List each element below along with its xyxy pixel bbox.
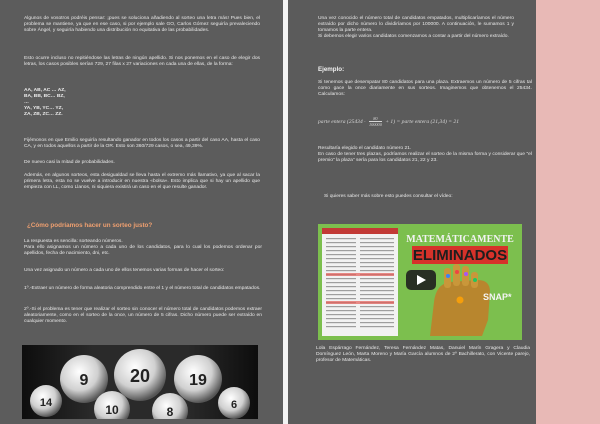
video-snap-text: SNAP* <box>483 292 512 302</box>
formula-numerator: 80 <box>369 116 382 122</box>
formula <box>318 116 459 127</box>
bingo-ball <box>114 349 166 401</box>
list-item: AA, AB, AC … AZ, <box>24 88 66 93</box>
bingo-ball <box>174 355 222 403</box>
list-item: BA, BB, BC… BZ, <box>24 94 65 100</box>
paragraph-option-1: 1º.-Extraer un número de forma aleatoria comprendido entre el 1 y el número total de candidatos empatados. <box>24 286 261 291</box>
number-table-graphic <box>322 228 398 336</box>
video-title-line2: ELIMINADOS <box>412 247 508 264</box>
right-page <box>288 0 536 424</box>
formula-denominator: 100000 <box>368 122 382 127</box>
paragraph-option-2: 2º.-Si el problema es tener que realizar el sorteo sin conocer el número total de candidatos podemos extraer aleatoriamente, como en el sorteo de la once, un número de 5 cifras. Dicho número puede ser extraído en cualquier momento. <box>24 307 262 325</box>
example-heading: Ejemplo: <box>318 66 345 73</box>
letter-combination-list <box>24 88 66 118</box>
section-heading: ¿Cómo podríamos hacer un sorteo justo? <box>27 222 153 229</box>
svg-text:8: 8 <box>166 405 174 419</box>
svg-text:20: 20 <box>129 366 151 386</box>
paragraph-extreme: Además, en algunos sorteos, esta desigualdad se lleva hasta el extremo más llamativo, ya que al sacar la primera letra, esta no se vuelve a introducir en nuestra «bolsa». Esto implica que si hay un apellido que empieza con LL, como Llanos, ni siquiera existirá un caso en el que resulte ganador. <box>24 173 260 191</box>
svg-text:6: 6 <box>230 399 238 411</box>
formula-left: parte entera (25434 · <box>318 118 366 125</box>
paragraph-procedure: Una vez conocido el número total de candidatos empatados, multiplicaríamos el número extraído por dicho número lo dividiríamos por 100000. A continuación, le sumamos 1 y tomamos la parte entera. Si debemos elegir varios candidatos comenzamos a contar a partir del número extraído. <box>318 16 514 40</box>
credits: Lola Espárrago Fernández, Teresa Fernández Matas, Danuiel Marín Gragera y Claudia Domínguez León, Marta Moreno y María García alumnos de 2º Bachillerato, con Vicente parejo, profesor de Matemáticas. <box>316 346 530 364</box>
video-title-line1: MATEMÁTICAMENTE <box>406 234 514 245</box>
list-item: YA, YB, YC… YZ, <box>24 106 63 112</box>
paragraph-two-letters: Esto ocurre incluso no repitiéndose las letras de ningún apellido. Si nos ponemos en el caso de elegir dos letras, los casos posibles serían 729, 27 filas x 27 variaciones en cada una de ellas, de la forma: <box>24 56 260 68</box>
svg-text:19: 19 <box>189 372 207 389</box>
svg-text:9: 9 <box>79 372 89 389</box>
paragraph-letter-extra: Algunos de vosotros podréis pensar: ¡pues se soluciona añadiendo al sorteo una letra más! Pues bien, el problema se mantiene, ya que en ese caso, si por ejemplo sale GO, Carlos Gómez seguiría prevaleciendo sobre Ángel, y seguiría habiendo una distribución no equitativa de las probabilidades. <box>24 16 260 34</box>
paragraph-half: De nuevo casi la mitad de probabilidades. <box>24 160 115 165</box>
paragraph-assign: Una vez asignado un número a cada uno de ellos tenemos varias formas de hacer el sorteo: <box>24 268 225 273</box>
video-thumbnail-art <box>318 224 522 340</box>
bingo-ball <box>30 385 62 417</box>
formula-right: + 1) = parte entera (21,34) = 21 <box>385 118 460 125</box>
paragraph-result: Resultaría elegido el candidato número 21. En caso de tener tres plazas, podríamos realizar el sorteo de la misma forma y considerar que "el premio" la plaza" sería para los candidatos 21, 22 y 23. <box>318 146 532 164</box>
list-item: … <box>24 100 29 106</box>
list-item: ZA, ZB, ZC… ZZ. <box>24 112 63 118</box>
paragraph-video-intro: Si quieres saber más sobre esto puedes consultar el vídeo: <box>324 194 453 199</box>
bingo-balls-image <box>22 345 258 419</box>
paragraph-example: Si tenemos que desempatar 80 candidatos para una plaza. Extraemos un número de 5 cifras tal como gace la once diariamente en sus sorteos. Imaginemos que obtenemos el 25434. Calculamos: <box>318 80 532 98</box>
left-page <box>0 0 283 424</box>
svg-text:14: 14 <box>39 397 53 409</box>
paragraph-emilio: Fijémonos en que Emilio seguiría resultando ganador en todos los casos a partir del caso AA, hasta el caso CA, y en todos aquellos a partir de la OR. Esto son 360/729 casos, o sea, 49,39%. <box>24 138 260 150</box>
svg-text:10: 10 <box>105 403 119 417</box>
video-thumbnail[interactable] <box>318 224 522 340</box>
bingo-balls-illustration <box>22 345 258 419</box>
pink-edge-strip <box>536 0 600 424</box>
paragraph-answer: La respuesta es sencilla: sorteando números. Para ello asignamos un número a cada uno de los candidatos, para lo cual los podemos ordenar por apellidos, fecha de nacimiento, dni, etc. <box>24 239 262 257</box>
play-button-icon[interactable] <box>406 270 436 290</box>
formula-fraction <box>369 116 382 127</box>
bingo-ball <box>218 387 250 419</box>
